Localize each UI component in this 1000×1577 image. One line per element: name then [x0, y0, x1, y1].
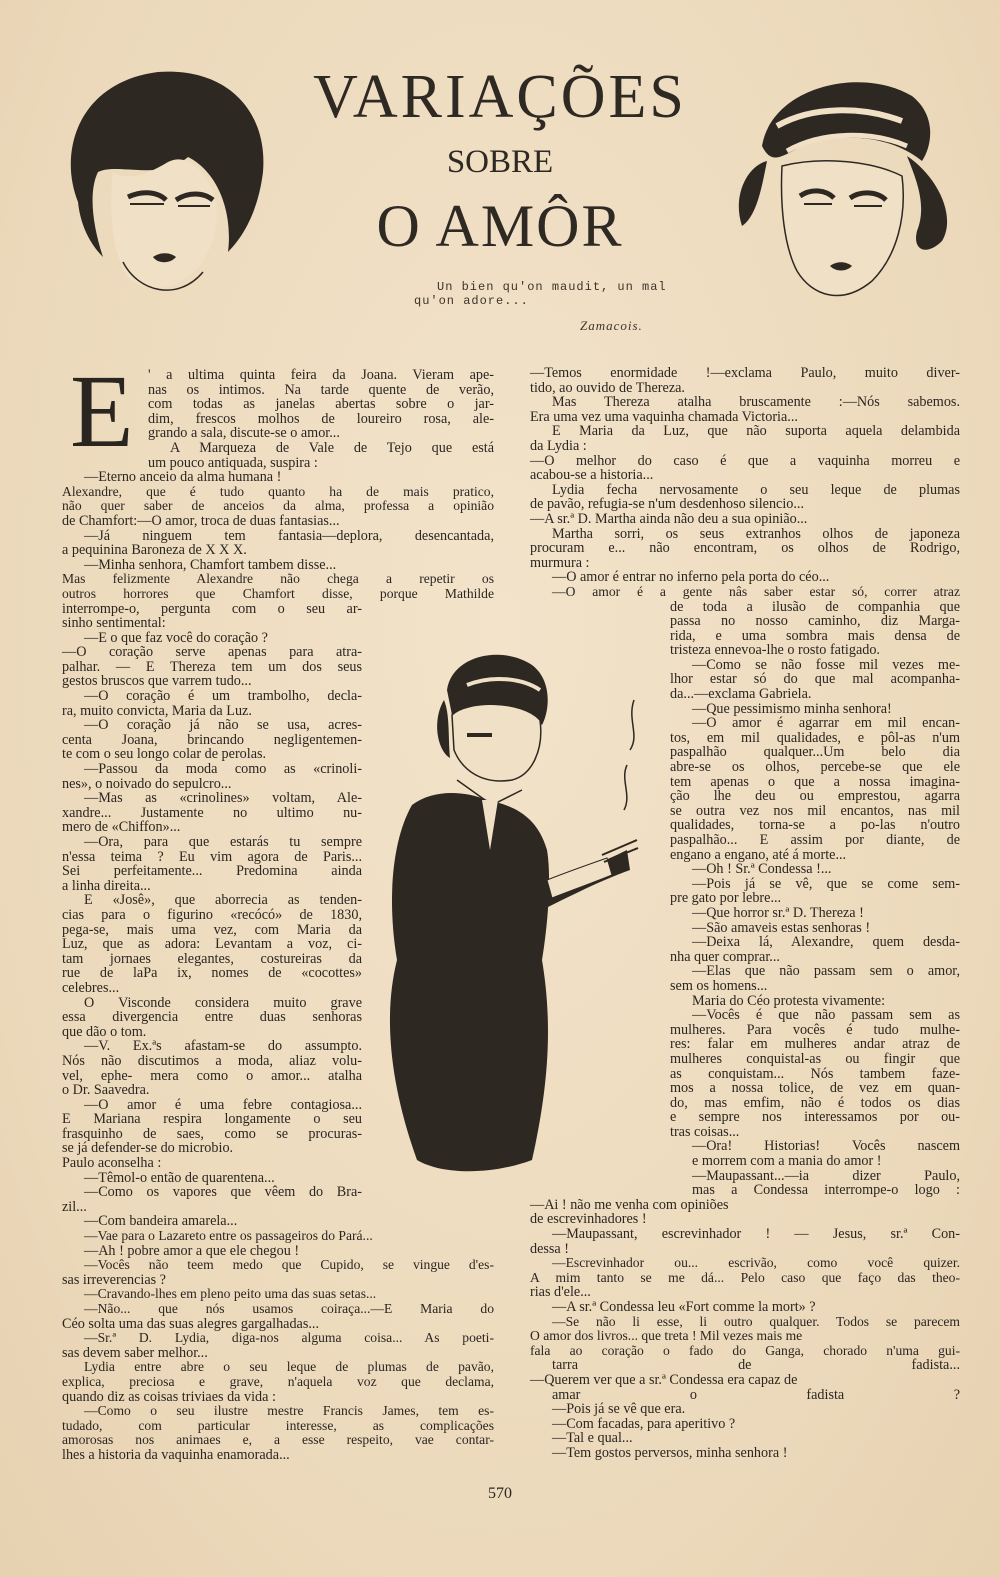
text-line: sinho sentimental: [62, 615, 166, 632]
text-line: acabou-se a historia... [530, 467, 654, 484]
text-line: de Chamfort:—O amor, troca de duas fantasias... [62, 512, 340, 529]
text-line: —Com bandeira amarela... [84, 1213, 238, 1230]
text-line: sas irreverencias ? [62, 1271, 166, 1288]
text-line: —A sr.ª Condessa leu «Fort comme la mort» ? [552, 1299, 816, 1315]
drop-cap: E [70, 354, 134, 469]
text-line: —Já ninguem tem fantasia—deplora, desencantada, [84, 527, 494, 544]
text-line: tos, em mil qualidades, e pôl-as n'um [670, 729, 960, 746]
text-line: paspalhão qualquer...Um belo dia [670, 744, 960, 761]
text-line: tido, ao ouvido de Thereza. [530, 379, 685, 396]
text-line: mas a Condessa interrompe-o logo : [692, 1182, 960, 1199]
text-line: sas devem saber melhor... [62, 1344, 208, 1361]
title-line-2: SOBRE [446, 144, 554, 180]
text-line: dessa ! [530, 1240, 570, 1257]
text-line: não quer saber de anceios da alma, professa a opinião [62, 498, 494, 514]
text-line: grando a sala, discute-se o amor... [148, 425, 340, 442]
text-line: —Maupassant, escrevinhador ! — Jesus, sr.ª Con- [552, 1226, 960, 1243]
title-line-3: O AMÔR [376, 193, 624, 259]
text-line: e morrem com a mania do amor ! [692, 1153, 882, 1170]
text-line: —Tem gostos perversos, minha senhora ! [552, 1444, 788, 1461]
text-line: nes», o noivado do sepulcro... [62, 775, 232, 792]
text-line: —Passou da moda como as «crinoli- [84, 761, 362, 778]
text-line: —Com facadas, para aperitivo ? [552, 1415, 736, 1432]
text-line: Sei perfeitamente... Predomina ainda [62, 863, 362, 880]
text-line: —Cravando-lhes em pleno peito uma das suas setas... [84, 1286, 377, 1302]
text-line: —Ai ! não me venha com opiniões [530, 1196, 729, 1213]
text-line: tam jornaes elegantes, costureiras da [62, 950, 362, 967]
text-line: palhar. — E Thereza tem um dos seus [62, 658, 362, 675]
text-line: —Querem ver que a sr.ª Condessa era capaz de [530, 1371, 798, 1388]
text-line: explica, preciosa e grave, n'aquela voz que declama, [62, 1373, 494, 1389]
text-line: zil... [62, 1198, 87, 1215]
text-line: essa divergencia entre duas senhoras [62, 1009, 362, 1026]
text-line: —Elas que não passam sem o amor, [692, 963, 960, 980]
text-line: tarra de fadista... [552, 1357, 960, 1374]
text-line: o Dr. Saavedra. [62, 1082, 150, 1099]
text-line: —Mas as «crinolines» voltam, Ale- [84, 790, 362, 807]
text-line: qualidades, torna-se a po-las n'outro [670, 817, 960, 834]
text-line: rida, e uma sombra mais densa de [670, 627, 960, 644]
text-line: mulheres conquistal-as ou fingir que [670, 1050, 960, 1067]
text-line: —Que horror sr.ª D. Thereza ! [692, 904, 864, 921]
text-line: E «Josê», que aborrecia as tenden- [84, 892, 362, 909]
text-line: —Vae para o Lazareto entre os passageiros do Pará... [84, 1228, 373, 1244]
text-line: —Tal e qual... [552, 1430, 633, 1447]
text-line: tristeza ennevoa-lhe o rosto fatigado. [670, 642, 880, 659]
epigraph-author: Zamacois. [580, 318, 643, 333]
text-line: dim, frescos molhos de loureiro rosa, ale- [148, 410, 494, 427]
text-line: nha quer comprar... [670, 948, 780, 965]
text-line: as conquistam... Nós tambem faze- [670, 1065, 960, 1082]
text-line: —Ora, para que estarás tu sempre [84, 834, 362, 850]
text-line: centa Joana, brincando negligentemen- [62, 731, 362, 748]
text-line: —A sr.ª D. Martha ainda não deu a sua opinião... [530, 510, 808, 527]
text-line: —O amor é a gente nâs saber estar só, correr atraz [552, 583, 960, 599]
text-line: —Ah ! pobre amor a que ele chegou ! [84, 1242, 300, 1259]
text-line: engano a engano, até á morte... [670, 846, 847, 863]
text-line: xandre... Justamente no ultimo nu- [62, 804, 362, 821]
text-line: de toda a ilusão de companhia que [670, 598, 960, 615]
text-line: quando diz as coisas triviaes da vida : [62, 1388, 276, 1405]
text-line: —Minha senhora, Chamfort tambem disse... [84, 556, 337, 573]
text-line: com todas as janelas abertas sobre o jar- [148, 396, 494, 413]
text-line: mos a nossa tolice, de vez em quan- [670, 1080, 960, 1097]
epigraph-line-2: qu'on adore... [414, 294, 529, 308]
text-line: passa no nosso caminho, diz Marga- [670, 613, 960, 630]
text-line: da...—exclama Gabriela. [670, 686, 812, 703]
text-line: —Temos enormidade !—exclama Paulo, muito diver- [530, 365, 960, 381]
text-line: —O amor é entrar no inferno pela porta do céo... [552, 569, 830, 586]
text-line: ra, muito convicta, Maria da Luz. [62, 702, 252, 719]
text-line: lhor estar só do que mal acompanha- [670, 671, 960, 688]
text-line: se outra vez nos mil encantos, nas mil [670, 802, 960, 819]
text-line: Mas felizmente Alexandre não chega a repetir os [62, 571, 494, 587]
text-line: Mas Thereza atalha bruscamente :—Nós sabemos. [552, 394, 960, 411]
text-line: rue de laPa ix, nomes de «cocottes» [62, 965, 362, 982]
text-line: da Lydia : [530, 437, 587, 454]
text-line: Nós não discutimos a moda, aliaz volu- [62, 1052, 362, 1069]
text-line: —Pois já se vê que era. [552, 1401, 686, 1418]
text-line: cias para o figurino «recócó» de 1830, [62, 906, 362, 923]
title-line-1: VARIAÇÕES [313, 63, 687, 131]
text-line: paspalhão... E assim por diante, de [670, 832, 960, 848]
right-column [530, 366, 960, 1461]
text-line: n'essa teima ? Eu vim agora de Paris... [62, 848, 362, 865]
left-column [62, 368, 494, 1463]
text-line: —Ora! Historias! Vocês nascem [692, 1138, 960, 1155]
text-line: abre-se os olhos, percebe-se que ele [670, 759, 960, 776]
text-line: —O coração é um trambolho, decla- [84, 688, 362, 705]
text-line: nas os intimos. Na tarde quente de verão, [148, 381, 494, 398]
epigraph-line-1: Un bien qu'on maudit, un mal [437, 280, 667, 294]
text-line: Era uma vez uma vaquinha chamada Victoria... [530, 408, 798, 425]
text-line: —Vocês é que não passam sem as [692, 1007, 960, 1024]
text-line: —Escrevinhador ou... escrivão, como você quizer. [552, 1255, 960, 1271]
text-line: O amor dos livros... que treta ! Mil vezes mais me [530, 1328, 803, 1344]
text-line: tudado, com particular interesse, as complicações [62, 1417, 494, 1433]
text-line: pre gato por lebre... [670, 890, 782, 907]
text-line: —Como se não fosse mil vezes me- [692, 656, 960, 673]
text-line: amorosas nos animaes e, a esse respeito, vae contar- [62, 1432, 494, 1448]
text-line: que dão o tom. [62, 1023, 147, 1040]
text-line: celebres... [62, 979, 120, 996]
text-line: Lydia entre abre o seu leque de plumas de pavão, [84, 1359, 494, 1375]
text-line: ção lhe deu ou emprestou, agarra [670, 788, 960, 805]
text-line: procuram e... não encontram, os olhos de Rodrigo, [530, 540, 960, 557]
text-line: —O amor é uma febre contagiosa... [84, 1096, 362, 1113]
text-line: mero de «Chiffon»... [62, 819, 181, 836]
page-number: 570 [488, 1485, 512, 1502]
text-line: fala ao coração o fado do Ganga, chorado n'uma gui- [530, 1342, 960, 1358]
text-line: O Visconde considera muito grave [84, 994, 362, 1011]
text-line: —Como os vapores que vêem do Bra- [84, 1184, 362, 1201]
text-line: Lydia fecha nervosamente o seu leque de plumas [552, 481, 960, 498]
text-line: A mim tanto se me dá... Pelo caso que faço das theo- [530, 1269, 960, 1285]
text-line: de escrevinhadores ! [530, 1211, 647, 1228]
text-line: —Sr.ª D. Lydia, diga-nos alguma coisa... As poeti- [84, 1330, 494, 1346]
text-line: Céo solta uma das suas alegres gargalhadas... [62, 1315, 320, 1332]
text-line: te com o seu longo colar de perolas. [62, 746, 267, 763]
text-line: de pavão, refugia-se n'um desdenhoso silencio... [530, 496, 805, 513]
text-line: —Se não li esse, li outro qualquer. Todos se parecem [552, 1313, 960, 1329]
text-line: a pequinina Baroneza de X X X. [62, 542, 247, 559]
text-line: murmura : [530, 554, 590, 571]
text-line: lhes a historia da vaquinha enamorada... [62, 1446, 290, 1463]
text-line: gestos bruscos que varrem tudo... [62, 673, 252, 690]
text-line: frasquinho de saes, como se procuras- [62, 1125, 362, 1142]
text-line: A Marqueza de Vale de Tejo que está [170, 439, 494, 456]
text-line: —Não... que nós usamos coiraça...—E Maria do [84, 1301, 494, 1316]
text-line: —Oh ! Sr.ª Condessa !... [692, 861, 832, 878]
text-line: —São amaveis estas senhoras ! [692, 919, 871, 936]
text-line: Martha sorri, os seus extranhos olhos de japoneza [552, 525, 960, 542]
text-line: —Pois já se vê, que se come sem- [692, 875, 960, 892]
text-line: vel, ephe- mera como o amor... atalha [62, 1067, 362, 1084]
text-line: —Vocês não teem medo que Cupido, se vingue d'es- [84, 1257, 494, 1273]
text-line: —Maupassant...—ia dizer Paulo, [692, 1167, 960, 1184]
text-line: E Maria da Luz, que não suporta aquela delambida [552, 423, 960, 440]
text-line: —Como o seu ilustre mestre Francis James, tem es- [84, 1403, 494, 1419]
text-line: sem os homens... [670, 977, 768, 994]
text-line: —Que pessimismo minha senhora! [692, 700, 892, 717]
text-line: —O coração serve apenas para atra- [62, 644, 362, 661]
text-line: E Mariana respira longamente o seu [62, 1111, 362, 1128]
text-line: —V. Ex.ªs afastam-se do assumpto. [84, 1038, 362, 1055]
text-line: Paulo aconselha : [62, 1155, 162, 1172]
text-line: um pouco antiquada, suspira : [148, 454, 318, 471]
text-line: interrompe-o, pergunta com o seu ar- [62, 600, 362, 617]
text-line: do, mas emfim, não é todos os dias [670, 1094, 960, 1111]
text-line: amar o fadista ? [552, 1386, 960, 1403]
text-line: res: falar em mulheres andar atraz de [670, 1036, 960, 1053]
text-line: —Deixa lá, Alexandre, quem desda- [692, 934, 960, 951]
text-line: ' a ultima quinta feira da Joana. Vieram ape- [148, 367, 494, 383]
text-line: —E o que faz você do coração ? [84, 629, 268, 646]
text-line: tras coisas... [670, 1123, 740, 1140]
text-line: a linha direita... [62, 877, 151, 894]
text-line: pega-se, mais uma vez, com Maria da [62, 921, 362, 938]
text-line: mulheres. Para vocês é tudo mulhe- [670, 1021, 960, 1038]
text-line: outros horrores que Chamfort disse, porque Mathilde [62, 585, 494, 601]
text-line: tem apenas o que a nossa imagina- [670, 773, 960, 790]
text-line: —O coração já não se usa, acres- [84, 717, 362, 734]
text-line: Alexandre, que é tudo quanto ha de mais pratico, [62, 483, 494, 499]
text-line: —O amor é agarrar em mil encan- [692, 715, 960, 732]
text-line: Luz, que as adora: Levantam a voz, ci- [62, 936, 362, 953]
text-line: —O melhor do caso é que a vaquinha morreu e [530, 452, 960, 469]
text-line: —Têmol-o então de quarentena... [84, 1169, 275, 1186]
text-line: e sempre nos interessamos por ou- [670, 1109, 960, 1126]
text-line: rias d'ele... [530, 1284, 591, 1301]
text-line: se já defender-se do microbio. [62, 1140, 234, 1157]
text-line: —Eterno anceio da alma humana ! [84, 469, 282, 486]
text-line: Maria do Céo protesta vivamente: [692, 992, 886, 1009]
